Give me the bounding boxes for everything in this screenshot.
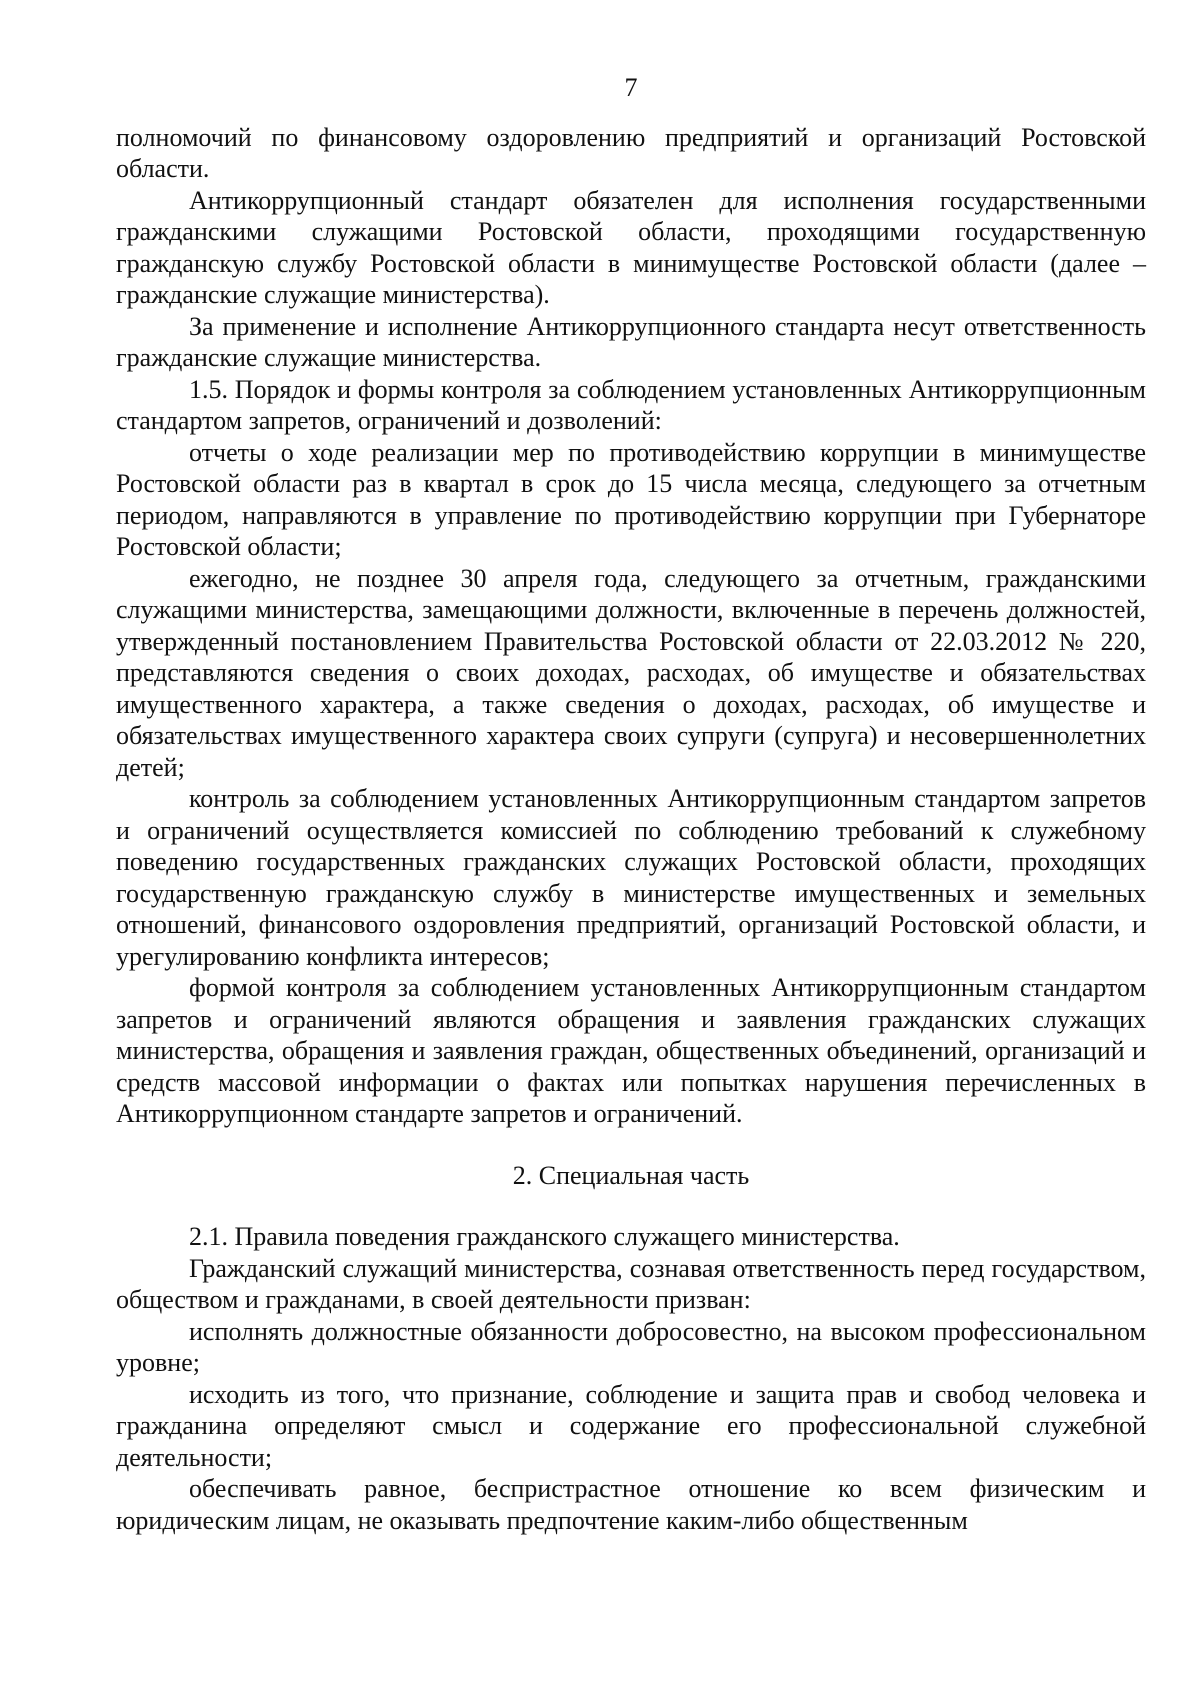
part1-body bbox=[116, 122, 1146, 1130]
list-item-reports: отчеты о ходе реализации мер по противодействию коррупции в минимуществе Ростовской области раз в квартал в срок до 15 числа месяца, следующего за отчетным периодом, направляются в управление по противодействию коррупции при Губернаторе Ростовской области; bbox=[116, 437, 1146, 561]
list-item-equal-treatment: обеспечивать равное, беспристрастное отношение ко всем физическим и юридическим лицам, не оказывать предпочтение каким-либо общественным bbox=[116, 1474, 1146, 1535]
paragraph-1-continuation: полномочий по финансовому оздоровлению предприятий и организаций Ростовской области. bbox=[116, 122, 1146, 183]
part2-body bbox=[116, 1221, 1146, 1536]
paragraph-1-5-control-forms: 1.5. Порядок и формы контроля за соблюдением установленных Антикоррупционным стандартом запретов, ограничений и дозволений: bbox=[116, 374, 1146, 435]
list-item-commission-control: контроль за соблюдением установленных Антикоррупционным стандартом запретов и ограничений осуществляется комиссией по соблюдению требований к служебному поведению государственных гражданских служащих Ростовской области, проходящих государственную гражданскую службу в министерстве имущественных и земельных отношений, финансового оздоровления предприятий, организаций Ростовской области, и урегулированию конфликта интересов; bbox=[116, 784, 1146, 971]
list-item-control-form: формой контроля за соблюдением установленных Антикоррупционным стандартом запретов и ограничений являются обращения и заявления гражданских служащих министерства, обращения и заявления граждан, общественных объединений, организаций и средств массовой информации о фактах или попытках нарушения перечисленных в Антикоррупционном стандарте запретов и ограничений. bbox=[116, 973, 1146, 1128]
list-item-income-declarations: ежегодно, не позднее 30 апреля года, следующего за отчетным, гражданскими служащими министерства, замещающими должности, включенные в перечень должностей, утвержденный постановлением Правительства Ростовской области от 22.03.2012 № 220, представляются сведения о своих доходах, расходах, об имуществе и обязательствах имущественного характера, а также сведения о доходах, расходах, об имуществе и обязательствах имущественного характера своих супруги (супруга) и несовершеннолетних детей; bbox=[116, 563, 1146, 782]
paragraph-standard-mandatory: Антикоррупционный стандарт обязателен для исполнения государственными гражданскими служащими Ростовской области, проходящими государственную гражданскую службу Ростовской области в минимуществе Ростовской области (далее – гражданские служащие министерства). bbox=[116, 185, 1146, 309]
section-title: 2. Специальная часть bbox=[512, 1160, 750, 1190]
paragraph-civil-servant-duty: Гражданский служащий министерства, сознавая ответственность перед государством, обществом и гражданами, в своей деятельности призван: bbox=[116, 1253, 1146, 1314]
list-item-human-rights: исходить из того, что признание, соблюдение и защита прав и свобод человека и гражданина определяют смысл и содержание его профессиональной служебной деятельности; bbox=[116, 1379, 1146, 1472]
paragraph-responsibility: За применение и исполнение Антикоррупционного стандарта несут ответственность гражданские служащие министерства. bbox=[116, 311, 1146, 372]
list-item-perform-duties: исполнять должностные обязанности добросовестно, на высоком профессиональном уровне; bbox=[116, 1316, 1146, 1377]
page-number: 7 bbox=[624, 73, 638, 102]
paragraph-2-1-rules: 2.1. Правила поведения гражданского служащего министерства. bbox=[189, 1222, 900, 1251]
